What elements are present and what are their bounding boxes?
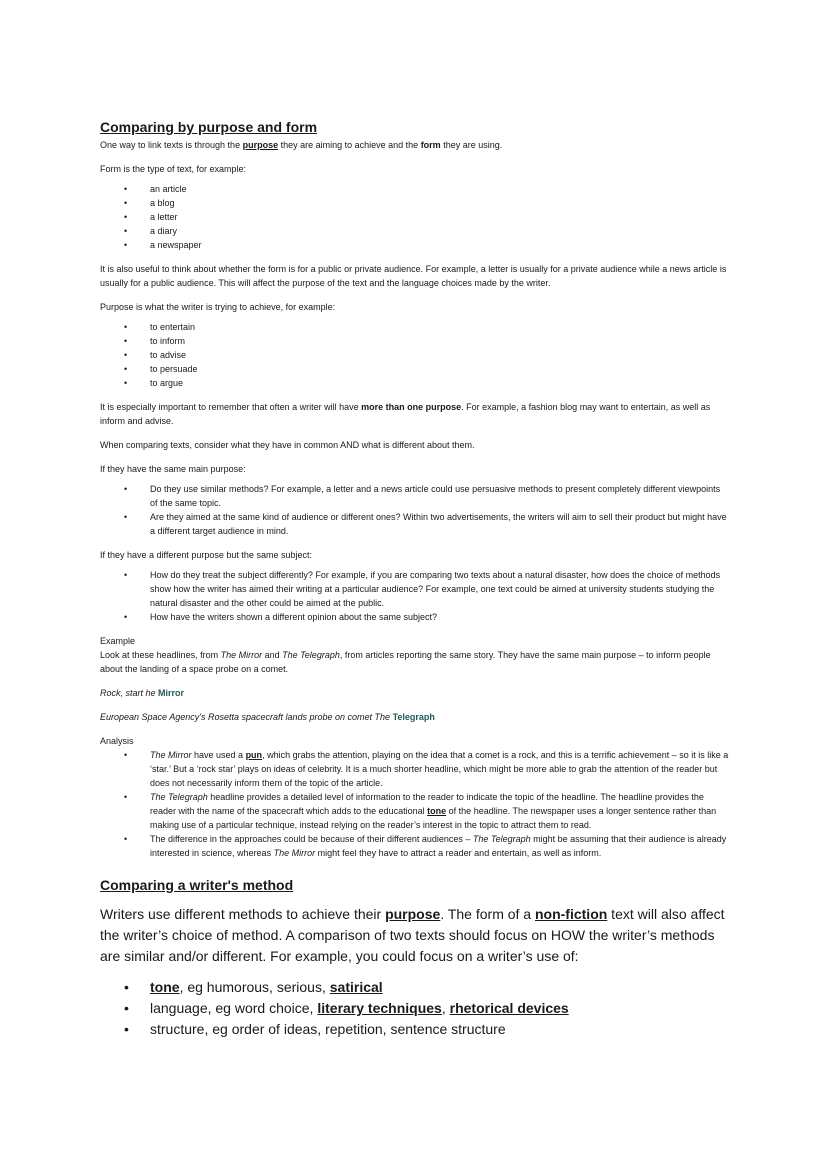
list-item [100,510,730,538]
list-item [100,610,730,624]
same-purpose-lead: If they have the same main purpose: [100,464,246,474]
text: might be assuming that their audience is already interested in science, whereas [150,834,727,858]
list-item [100,376,730,390]
list-item [100,1019,730,1040]
item-text: a blog [150,198,175,208]
text: headline provides a detailed level of information to the reader to indicate the topic of the headline. The headline provides the reader with the name of the spacecraft which adds to the educational [150,792,704,816]
item-text: How do they treat the subject differently? For example, if you are comparing two texts about a natural disaster, how does the choice of methods show how the writer has aimed their writing at a particular audience? For example, one text could be aimed at university students studying the natural disaster and the other could be aimed at the public. [150,570,721,608]
list-item [100,832,730,860]
form-list [100,182,730,252]
bullet-icon: • [124,184,128,194]
publication-name: The Mirror [273,848,316,858]
list-item [100,224,730,238]
item-text: Are they aimed at the same kind of audience or different ones? Within two advertisements, the writers will aim to sell their product but might have a different target audience in mind. [150,512,727,536]
list-item [100,362,730,376]
item-text: to persuade [150,364,198,374]
list-item [100,977,730,998]
text: . The form of a [440,906,535,922]
tone-link[interactable]: tone [427,806,447,816]
bullet-icon: • [124,570,128,580]
bullet-icon: • [124,198,128,208]
different-purpose-list [100,568,730,624]
text: , eg humorous, serious, [179,979,330,995]
bullet-icon: • [124,336,128,346]
text: language, eg word choice, [150,1000,318,1016]
item-text: to entertain [150,322,196,332]
text: , from articles reporting the same story. They have the same main purpose – to inform people about the landing of a space probe on a comet. [100,650,711,674]
list-item [100,348,730,362]
purpose-link[interactable]: purpose [242,140,279,150]
form-term: form [420,140,441,150]
method-paragraph [100,904,730,967]
bullet-icon: • [124,612,128,622]
publication-name: The Telegraph [472,834,531,844]
multiple-purpose-paragraph [100,400,730,428]
bullet-icon: • [124,212,128,222]
bullet-icon: • [124,240,128,250]
rhetorical-devices-link[interactable]: rhetorical devices [449,1000,569,1016]
list-item [100,334,730,348]
item-text: a letter [150,212,178,222]
method-list [100,977,730,1040]
form-lead: Form is the type of text, for example: [100,164,247,174]
document-page [100,118,730,1040]
bullet-icon: • [124,378,128,388]
list-item [100,998,730,1019]
text: of the headline. The newspaper uses a longer sentence rather than making use of a particular technique, instead relying on the reader’s interest in the topic to attract them to read. [150,806,717,830]
literary-techniques-link[interactable]: literary techniques [317,1000,442,1016]
emphasis: more than one purpose [361,402,462,412]
list-item [100,748,730,790]
list-item [100,482,730,510]
example-label: Example [100,636,136,646]
intro-paragraph [100,138,730,152]
bullet-icon: • [124,750,128,760]
text: , [441,1000,450,1016]
same-purpose-list [100,482,730,538]
non-fiction-link[interactable]: non-fiction [534,906,608,922]
text: might feel they have to attract a reader and entertain, as well as inform. [315,848,602,858]
purpose-list [100,320,730,390]
item-text: How have the writers shown a different opinion about the same subject? [150,612,438,622]
satirical-link[interactable]: satirical [329,979,383,995]
example-paragraph [100,648,730,676]
list-item [100,182,730,196]
headline-text: European Space Agency's Rosetta spacecraft lands probe on comet The [100,712,393,722]
bullet-icon: • [124,1021,129,1037]
bullet-icon: • [124,364,128,374]
bullet-icon: • [124,484,128,494]
text: they are using. [440,140,503,150]
analysis-list [100,748,730,860]
audience-paragraph: It is also useful to think about whether the form is for a public or private audience. For example, a letter is usually for a private audience while a news article is usually for a public audience. This will affect the purpose of the text and the language choices made by the writer. [100,264,727,288]
text: text will also affect the writer’s choice of method. A comparison of two texts should focus on HOW the writer’s methods are similar and/or different. For example, you could focus on a writer’s use of: [100,906,725,964]
publication-name: The Mirror [220,650,263,660]
item-text: Do they use similar methods? For example, a letter and a news article could use persuasive methods to present completely different viewpoints of the same topic. [150,484,721,508]
bullet-icon: • [124,834,128,844]
text: have used a [191,750,246,760]
text: It is especially important to remember that often a writer will have [100,402,362,412]
tone-link[interactable]: tone [150,979,180,995]
publication-name: The Mirror [150,750,192,760]
different-purpose-lead: If they have a different purpose but the same subject: [100,550,312,560]
text: and [262,650,283,660]
purpose-lead: Purpose is what the writer is trying to achieve, for example: [100,302,336,312]
comparing-paragraph: When comparing texts, consider what they have in common AND what is different about them. [100,440,475,450]
publication-name: The Telegraph [150,792,208,802]
item-text: to advise [150,350,187,360]
text: The difference in the approaches could be because of their different audiences – [150,834,473,844]
bullet-icon: • [124,322,128,332]
headline-telegraph [100,710,730,724]
bullet-icon: • [124,979,129,995]
text: they are aiming to achieve and the [278,140,421,150]
list-item [100,790,730,832]
purpose-link[interactable]: purpose [385,906,441,922]
text: One way to link texts is through the [100,140,243,150]
text: , which grabs the attention, playing on the idea that a comet is a rock, and this is a terrific achievement – so it is like a ‘star.’ But a ‘rock star’ plays on ideas of celebrity. It is a much shorter headline, which might be more able to grab the attention of the reader but does not necessarily inform them of the topic of the article. [150,750,729,788]
headline-text: Rock, start he [100,688,159,698]
text: . For example, a fashion blog may want to entertain, as well as inform and advise. [100,402,711,426]
analysis-label: Analysis [100,736,134,746]
item-text: to argue [150,378,184,388]
bullet-icon: • [124,792,128,802]
section-title-purpose-form: Comparing by purpose and form [100,119,318,135]
headline-mirror [100,686,730,700]
item-text: structure, eg order of ideas, repetition, sentence structure [150,1021,506,1037]
bullet-icon: • [124,226,128,236]
pun-link[interactable]: pun [245,750,263,760]
bullet-icon: • [124,1000,129,1016]
list-item [100,320,730,334]
text: Look at these headlines, from [100,650,221,660]
bullet-icon: • [124,350,128,360]
bullet-icon: • [124,512,128,522]
list-item [100,210,730,224]
item-text: to inform [150,336,186,346]
section-title-method: Comparing a writer's method [100,877,294,893]
item-text: an article [150,184,187,194]
list-item [100,238,730,252]
list-item [100,568,730,610]
publication-name: The Telegraph [282,650,340,660]
source-label: Mirror [158,688,185,698]
item-text: a diary [150,226,178,236]
item-text: a newspaper [150,240,202,250]
source-label: Telegraph [392,712,435,722]
list-item [100,196,730,210]
text: Writers use different methods to achieve their [100,906,386,922]
